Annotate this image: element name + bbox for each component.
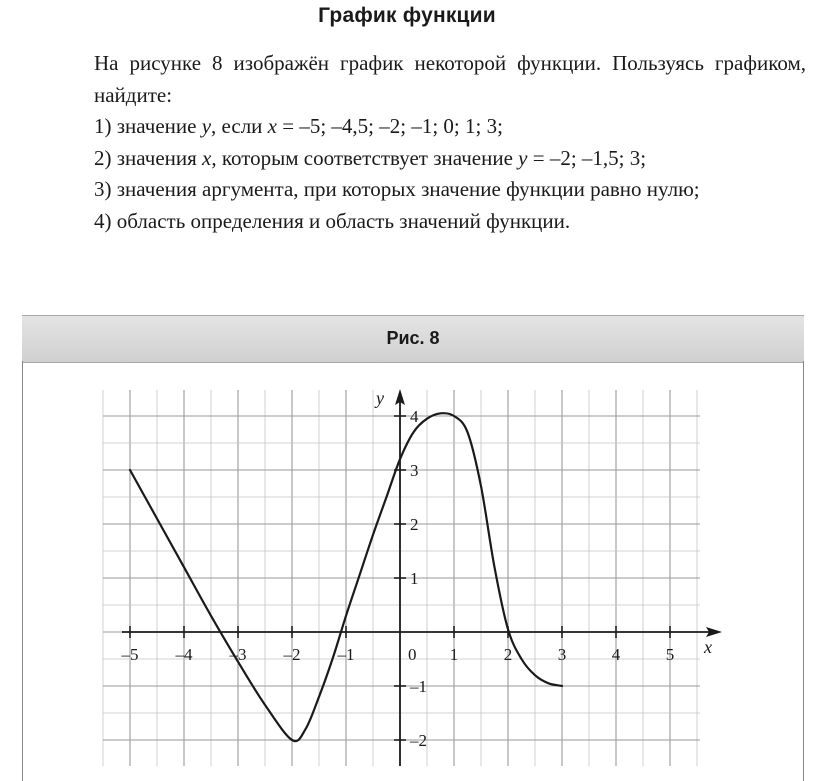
y-tick-label: 4 (410, 407, 419, 426)
y-axis-label: y (376, 388, 384, 408)
problem-item-3: 3) значения аргумента, при которых значение функции равно нулю; (94, 177, 700, 202)
x-tick-label: 4 (611, 645, 621, 664)
item-number: 2) (94, 145, 112, 170)
item-number: 3) (94, 177, 112, 202)
variable: y (201, 114, 212, 139)
variable: y (518, 145, 528, 170)
x-tick-label: 3 (557, 645, 567, 664)
page-title: График функции (318, 4, 496, 27)
x-tick-label: 1 (449, 645, 459, 664)
x-tick-label: –1 (337, 645, 355, 664)
problem-item-1: 1) значение y, если x = –5; –4,5; –2; –1; 0; 1; 3; (94, 114, 503, 139)
axes (122, 388, 722, 766)
origin-label: 0 (408, 645, 417, 664)
y-tick-label: –2 (410, 731, 427, 750)
y-tick-label: 3 (410, 461, 419, 480)
x-tick-label: 2 (503, 645, 513, 664)
x-tick-label: –4 (175, 645, 193, 664)
item-number: 1) (94, 114, 112, 139)
y-tick-label: 1 (410, 569, 419, 588)
problem-intro: На рисунке 8 изображён график некоторой функции. Пользуясь графиком, найдите: (94, 51, 806, 107)
problem-item-4: 4) область определения и область значений функции. (94, 208, 571, 233)
y-tick-label: –1 (410, 677, 427, 696)
x-tick-label: –2 (283, 645, 301, 664)
x-tick-label: 5 (665, 645, 675, 664)
figure-caption: Рис. 8 (386, 328, 440, 348)
variable: x (267, 114, 277, 139)
problem-item-2: 2) значения x, которым соответствует значение y = –2; –1,5; 3; (94, 145, 647, 170)
y-tick-label: 2 (410, 515, 419, 534)
x-tick-label: –3 (229, 645, 247, 664)
item-number: 4) (94, 208, 112, 233)
x-axis-label: x (704, 637, 712, 657)
x-tick-label: –5 (121, 645, 139, 664)
variable: x (202, 145, 212, 170)
